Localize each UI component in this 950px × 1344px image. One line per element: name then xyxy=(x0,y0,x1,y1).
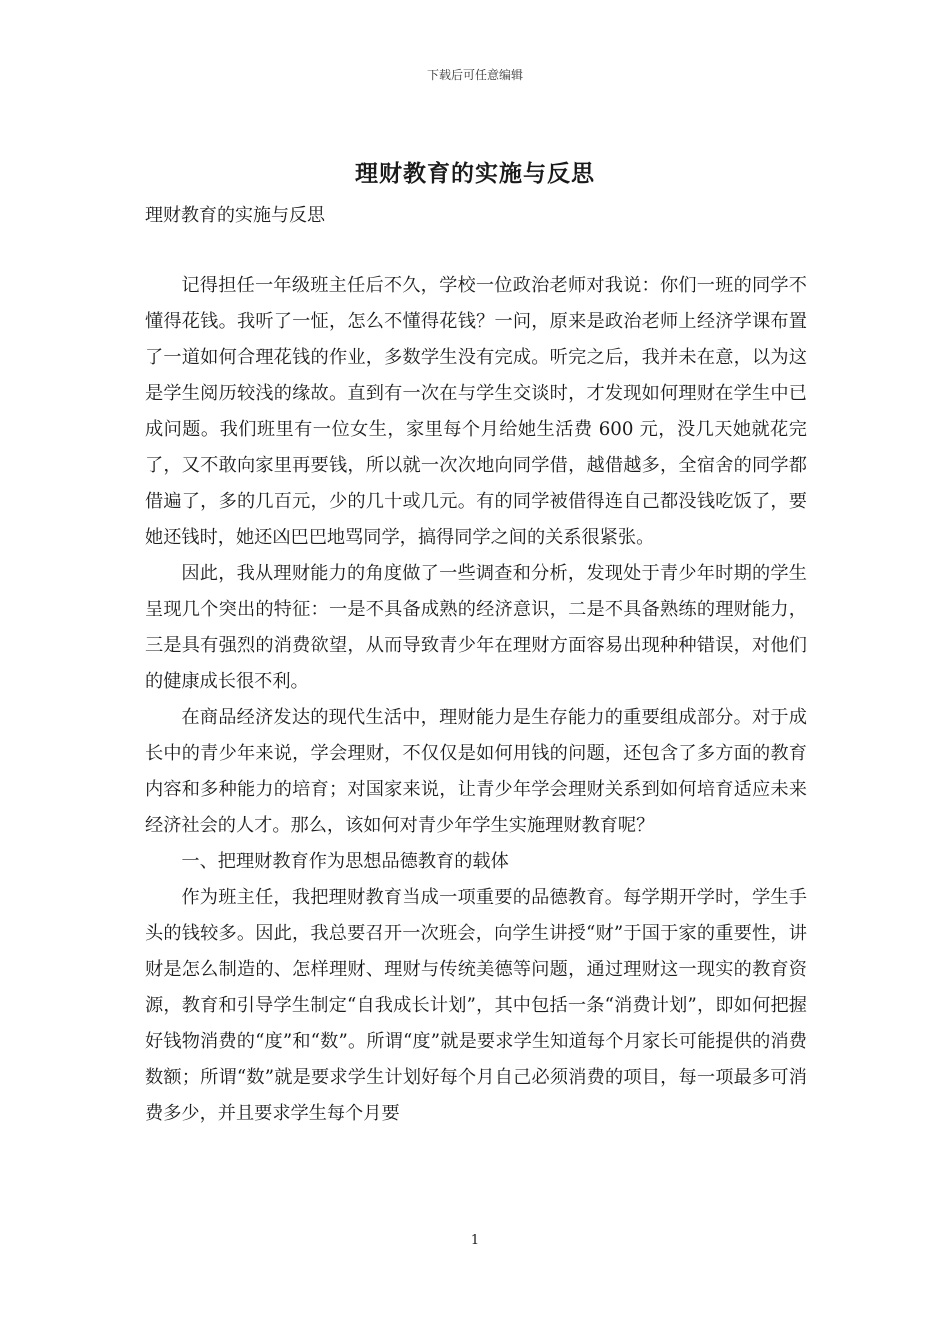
section-heading-1: 一、把理财教育作为思想品德教育的载体 xyxy=(181,851,509,872)
document-subtitle: 理财教育的实施与反思 xyxy=(145,205,325,226)
paragraph-importance: 在商品经济发达的现代生活中，理财能力是生存能力的重要组成部分。对于成长中的青少年来说，学会理财，不仅仅是如何用钱的问题，还包含了多方面的教育内容和多种能力的培育；对国家来说，让青少年学会理财关系到如何培育适应未来经济社会的人才。那么，该如何对青少年学生实施理财教育呢？ xyxy=(145,707,807,836)
paragraph-moral-education: 作为班主任，我把理财教育当成一项重要的品德教育。每学期开学时，学生手头的钱较多。因此，我总要召开一次班会，向学生讲授“财”于国于家的重要性，讲财是怎么制造的、怎样理财、理财与传统美德等问题，通过理财这一现实的教育资源，教育和引导学生制定“自我成长计划”，其中包括一条“消费计划”，即如何把握好钱物消费的“度”和“数”。所谓“度”就是要求学生知道每个月家长可能提供的消费数额；所谓“数”就是要求学生计划好每个月自己必须消费的项目，每一项最多可消费多少，并且要求学生每个月要 xyxy=(145,887,807,1124)
paragraph-analysis: 因此，我从理财能力的角度做了一些调查和分析，发现处于青少年时期的学生呈现几个突出的特征：一是不具备成熟的经济意识，二是不具备熟练的理财能力，三是具有强烈的消费欲望，从而导致青少年在理财方面容易出现种种错误，对他们的健康成长很不利。 xyxy=(145,563,807,692)
document-title: 理财教育的实施与反思 xyxy=(355,160,595,187)
page-number: 1 xyxy=(470,1233,480,1248)
paragraph-intro-story: 记得担任一年级班主任后不久，学校一位政治老师对我说：你们一班的同学不懂得花钱。我听了一怔，怎么不懂得花钱？一问，原来是政治老师上经济学课布置了一道如何合理花钱的作业，多数学生没有完成。听完之后，我并未在意，以为这是学生阅历较浅的缘故。直到有一次在与学生交谈时，才发现如何理财在学生中已成问题。我们班里有一位女生，家里每个月给她生活费 600 元，没几天她就花完了，又不敢向家里再要钱，所以就一次次地向同学借，越借越多，全宿舍的同学都借遍了，多的几百元，少的几十或几元。有的同学被借得连自己都没钱吃饭了，要她还钱时，她还凶巴巴地骂同学，搞得同学之间的关系很紧张。 xyxy=(145,275,807,548)
header-note: 下载后可任意编辑 xyxy=(426,68,523,82)
document-body xyxy=(145,268,807,1132)
